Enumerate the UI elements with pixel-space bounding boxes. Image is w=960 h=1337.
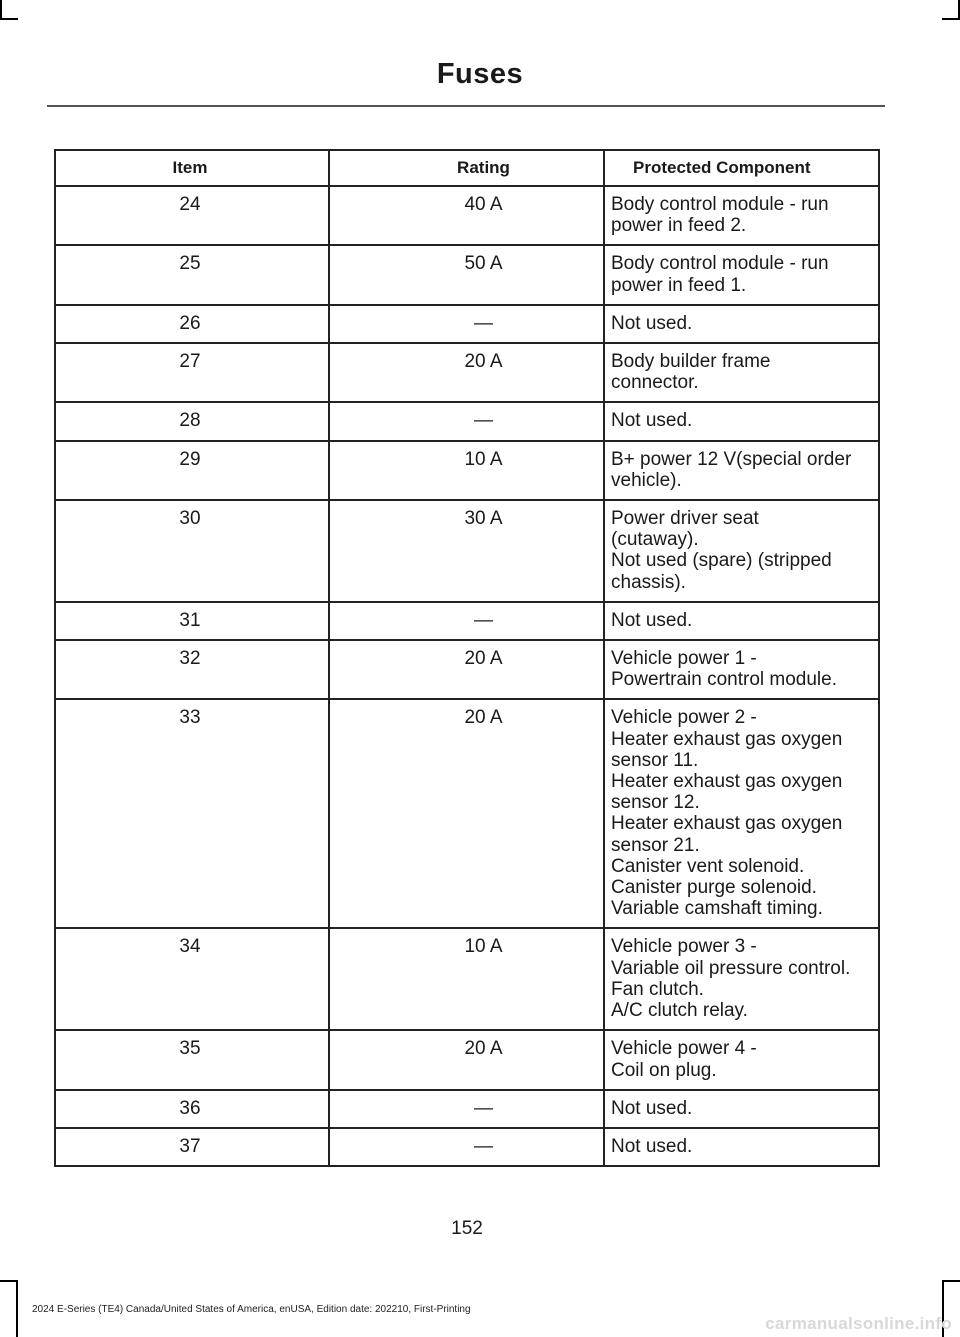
item-number: 27 xyxy=(55,343,329,402)
item-number: 37 xyxy=(55,1128,329,1166)
header-divider xyxy=(47,105,885,107)
fuse-rating: 20 A xyxy=(329,699,604,928)
table-row xyxy=(55,640,879,699)
crop-mark xyxy=(942,1280,960,1282)
table-row xyxy=(55,441,879,500)
component-line: power in feed 2. xyxy=(611,215,747,237)
table-row xyxy=(55,1030,879,1089)
fuse-rating: — xyxy=(329,1128,604,1166)
component-line: chassis). xyxy=(611,571,686,593)
item-number: 30 xyxy=(55,500,329,602)
component-line: Powertrain control module. xyxy=(611,669,837,691)
component-line: Power driver seat xyxy=(611,508,759,530)
protected-component xyxy=(604,245,879,304)
component-line: Vehicle power 3 - xyxy=(611,936,757,958)
fuse-rating: 20 A xyxy=(329,343,604,402)
protected-component xyxy=(604,1030,879,1089)
column-header-rating: Rating xyxy=(329,150,604,186)
fuse-rating: 20 A xyxy=(329,1030,604,1089)
item-number: 25 xyxy=(55,245,329,304)
component-line: Not used (spare) (stripped xyxy=(611,550,832,572)
item-number: 31 xyxy=(55,602,329,640)
fuse-rating: 40 A xyxy=(329,186,604,245)
component-line: B+ power 12 V(special order xyxy=(611,448,852,470)
crop-mark xyxy=(16,1280,18,1337)
table-row xyxy=(55,699,879,928)
protected-component xyxy=(604,928,879,1030)
component-line: sensor 11. xyxy=(611,749,699,771)
crop-mark xyxy=(0,18,18,20)
table-row xyxy=(55,928,879,1030)
fuse-rating: 50 A xyxy=(329,245,604,304)
protected-component xyxy=(604,186,879,245)
item-number: 34 xyxy=(55,928,329,1030)
column-header-protected-component: Protected Component xyxy=(604,150,879,186)
item-number: 26 xyxy=(55,305,329,343)
table-row xyxy=(55,343,879,402)
protected-component xyxy=(604,500,879,602)
component-line: Variable oil pressure control. xyxy=(611,957,851,979)
component-line: (cutaway). xyxy=(611,529,699,551)
item-number: 32 xyxy=(55,640,329,699)
component-line: Canister vent solenoid. xyxy=(611,855,805,877)
protected-component xyxy=(604,441,879,500)
column-header-item: Item xyxy=(55,150,329,186)
table-row xyxy=(55,602,879,640)
fuse-rating: 20 A xyxy=(329,640,604,699)
component-line: Not used. xyxy=(611,312,693,334)
component-line: Body builder frame xyxy=(611,351,771,373)
fuse-rating: — xyxy=(329,602,604,640)
component-line: Body control module - run xyxy=(611,194,829,215)
crop-mark xyxy=(0,0,2,18)
component-line: connector. xyxy=(611,372,699,394)
protected-component xyxy=(604,1090,879,1128)
component-line: Coil on plug. xyxy=(611,1059,717,1081)
protected-component xyxy=(604,343,879,402)
fuse-rating: — xyxy=(329,402,604,440)
table-row xyxy=(55,500,879,602)
page-number: 152 xyxy=(451,1218,483,1239)
component-line: Variable camshaft timing. xyxy=(611,898,823,920)
protected-component xyxy=(604,640,879,699)
protected-component xyxy=(604,305,879,343)
item-number: 36 xyxy=(55,1090,329,1128)
watermark: carmanualsonline.info xyxy=(765,1314,952,1333)
component-line: Canister purge solenoid. xyxy=(611,877,817,899)
item-number: 29 xyxy=(55,441,329,500)
component-line: sensor 12. xyxy=(611,792,700,814)
component-line: Heater exhaust gas oxygen xyxy=(611,728,843,750)
table-row xyxy=(55,402,879,440)
component-line: Vehicle power 2 - xyxy=(611,707,757,729)
page-title: Fuses xyxy=(436,58,524,90)
component-line: Vehicle power 4 - xyxy=(611,1038,757,1060)
crop-mark xyxy=(942,18,960,20)
component-line: Not used. xyxy=(611,609,693,631)
component-line: Vehicle power 1 - xyxy=(611,648,757,670)
component-line: Body control module - run xyxy=(611,253,829,275)
protected-component xyxy=(604,602,879,640)
protected-component xyxy=(604,402,879,440)
fuse-rating: 10 A xyxy=(329,441,604,500)
fuse-table-body xyxy=(55,186,879,1166)
fuse-table xyxy=(54,149,880,1167)
protected-component xyxy=(604,699,879,928)
component-line: vehicle). xyxy=(611,469,682,491)
component-line: Heater exhaust gas oxygen xyxy=(611,813,843,835)
fuse-rating: — xyxy=(329,1090,604,1128)
table-row xyxy=(55,186,879,245)
table-row xyxy=(55,1090,879,1128)
component-line: Heater exhaust gas oxygen xyxy=(611,771,843,793)
component-line: Not used. xyxy=(611,1135,693,1157)
component-line: Fan clutch. xyxy=(611,978,704,1000)
fuse-rating: — xyxy=(329,305,604,343)
component-line: power in feed 1. xyxy=(611,274,747,296)
item-number: 35 xyxy=(55,1030,329,1089)
fuse-rating: 10 A xyxy=(329,928,604,1030)
table-row xyxy=(55,245,879,304)
table-header-row xyxy=(55,150,879,186)
component-line: Not used. xyxy=(611,410,693,432)
table-row xyxy=(55,305,879,343)
protected-component xyxy=(604,1128,879,1166)
item-number: 28 xyxy=(55,402,329,440)
item-number: 33 xyxy=(55,699,329,928)
component-line: A/C clutch relay. xyxy=(611,1000,748,1022)
table-row xyxy=(55,1128,879,1166)
component-line: sensor 21. xyxy=(611,834,700,856)
component-line: Not used. xyxy=(611,1097,693,1119)
item-number: 24 xyxy=(55,186,329,245)
edition-footer: 2024 E-Series (TE4) Canada/United States of America, enUSA, Edition date: 202210, First-Printing xyxy=(32,1304,471,1315)
fuse-rating: 30 A xyxy=(329,500,604,602)
